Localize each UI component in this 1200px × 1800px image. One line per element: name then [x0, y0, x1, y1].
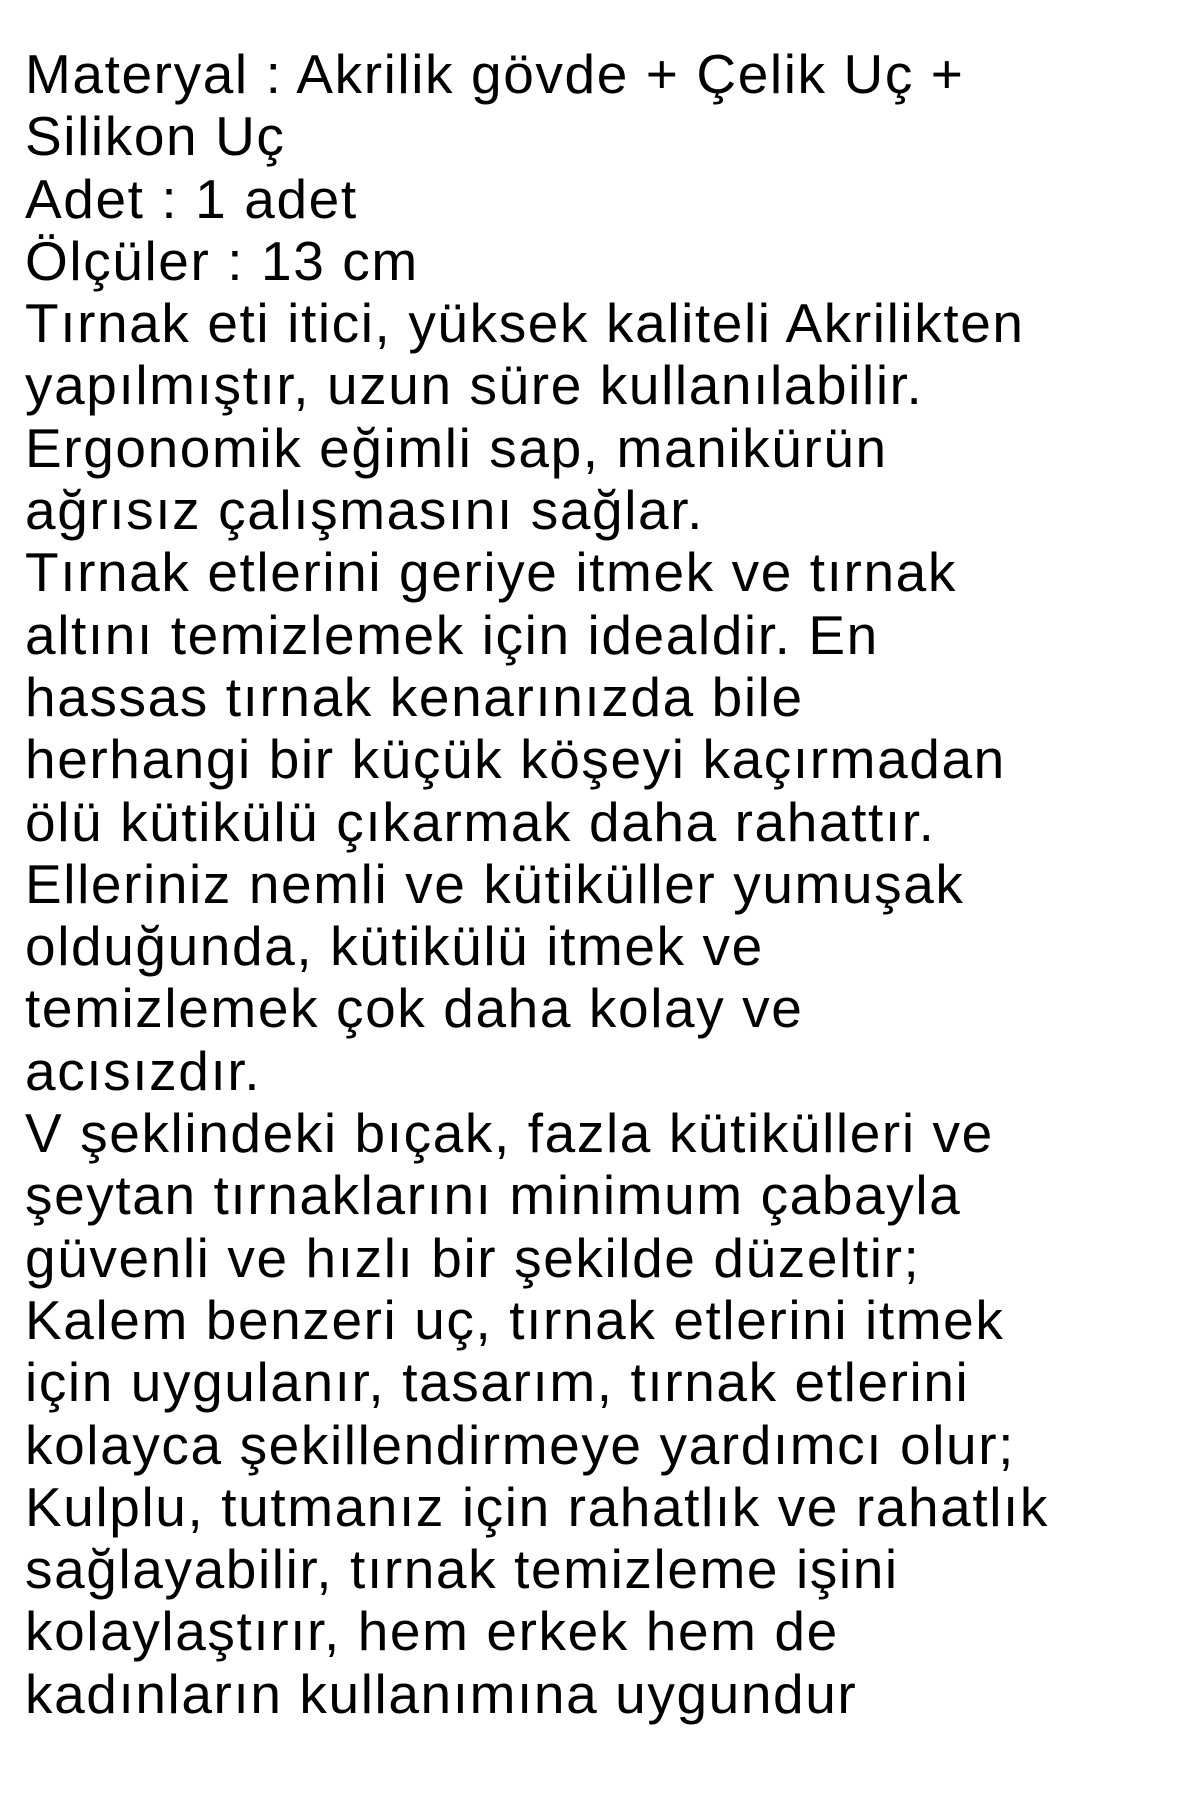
- description-line: için uygulanır, tasarım, tırnak etlerini: [25, 1351, 970, 1414]
- description-line: kolaylaştırır, hem erkek hem de: [25, 1600, 839, 1663]
- description-line: Silikon Uç: [25, 105, 286, 168]
- description-line: olduğunda, kütikülü itmek ve: [25, 915, 764, 978]
- description-line: Kulplu, tutmanız için rahatlık ve rahatlık: [25, 1475, 1050, 1538]
- description-line: Adet : 1 adet: [25, 167, 358, 230]
- description-line: Ölçüler : 13 cm: [25, 229, 419, 292]
- description-line: altını temizlemek için idealdir. En: [25, 603, 879, 666]
- description-line: kadınların kullanımına uygundur: [25, 1662, 858, 1725]
- description-line: şeytan tırnaklarını minimum çabayla: [25, 1164, 962, 1227]
- product-description: [25, 43, 1190, 1725]
- description-line: temizlemek çok daha kolay ve: [25, 977, 804, 1040]
- description-line: hassas tırnak kenarınızda bile: [25, 665, 804, 728]
- description-line: sağlayabilir, tırnak temizleme işini: [25, 1538, 899, 1601]
- description-line: yapılmıştır, uzun süre kullanılabilir.: [25, 354, 924, 417]
- description-line: ağrısız çalışmasını sağlar.: [25, 479, 705, 542]
- description-line: Elleriniz nemli ve kütiküller yumuşak: [25, 852, 965, 915]
- description-line: ölü kütikülü çıkarmak daha rahattır.: [25, 790, 936, 853]
- description-line: acısızdır.: [25, 1039, 262, 1102]
- description-line: Materyal : Akrilik gövde + Çelik Uç +: [25, 43, 965, 105]
- description-line: herhangi bir küçük köşeyi kaçırmadan: [25, 728, 1006, 791]
- description-line: Tırnak etlerini geriye itmek ve tırnak: [25, 541, 957, 604]
- description-line: Kalem benzeri uç, tırnak etlerini itmek: [25, 1288, 1005, 1351]
- description-line: Ergonomik eğimli sap, manikürün: [25, 416, 888, 479]
- description-line: güvenli ve hızlı bir şekilde düzeltir;: [25, 1226, 921, 1289]
- description-line: kolayca şekillendirmeye yardımcı olur;: [25, 1413, 1016, 1476]
- description-line: V şeklindeki bıçak, fazla kütikülleri ve: [25, 1102, 994, 1165]
- description-line: Tırnak eti itici, yüksek kaliteli Akrilikten: [25, 292, 1025, 355]
